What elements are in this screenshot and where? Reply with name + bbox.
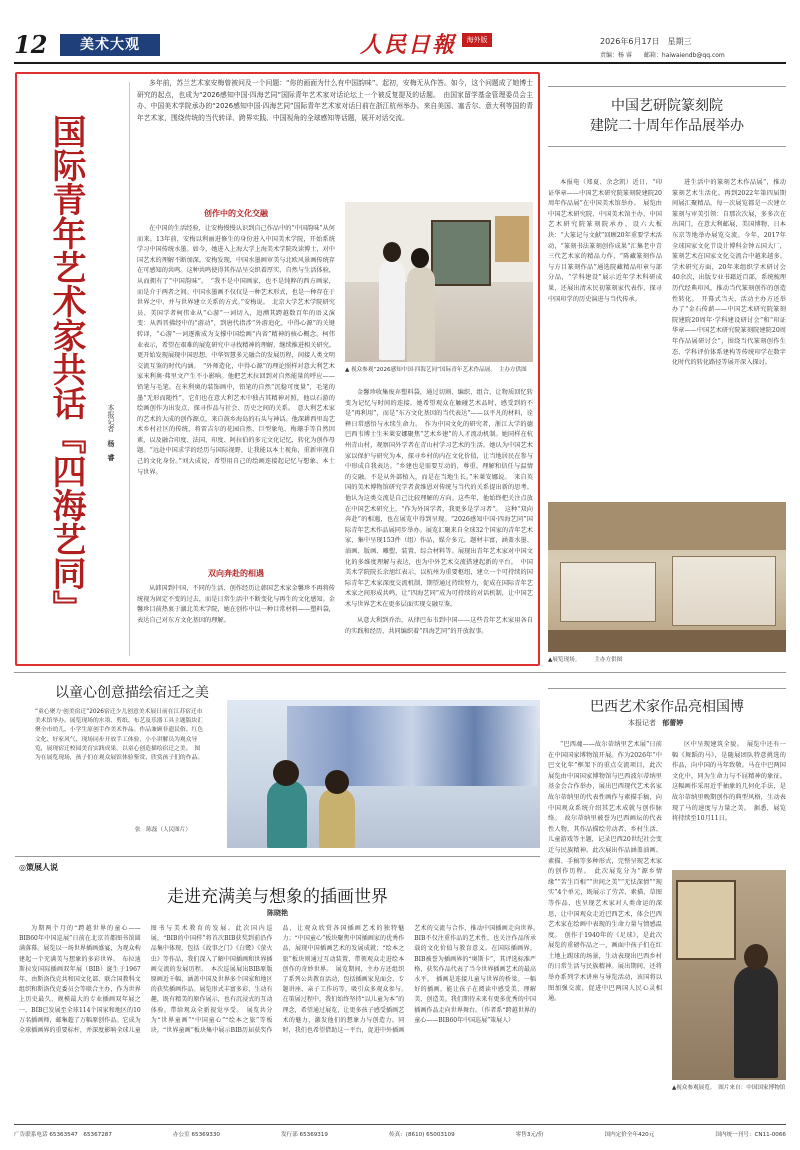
child-figure bbox=[319, 788, 355, 848]
byline-name: 杨 睿 bbox=[107, 440, 115, 462]
footer-retail-price: 零售3元/份 bbox=[515, 1131, 544, 1138]
suqian-caption: “童心聚力·创美宿迁”2026宿迁少儿创意美术展日前在江苏宿迁市美术馆举办。展览现场的水墨、剪纸、布艺及乐器工具主题版块汇聚全市幼儿、小学生原创手作美术作品。作品兼顾非遗民俗、红色文化、好家风气、现场同步开放手工体验，小小讲解员为观众导览，展现宿迁校园美育实践成果，以童心创造描绘宿迁之美。 图为在展览现场，孩子们在观众展馆体验鉴赏、欣赏孩子们的作品。 bbox=[35, 709, 204, 762]
seal-body-col2: 进生活中的篆刻艺术作品展”，推动篆刻艺术生活化。再到2022年第四届期间展汇聚精品，每一次展览都是一次建立篆刻与审美引领：自那次次展，多多次在出国门，在意大利邮展，美国博物、日本东京等地举办展览交流。今年，2017年全球国家文化节设计博科金钟五国大厂，篆刻艺术在国家文化交流合中越来越多。学术研究方面，20年来组织学术研讨会40余次，出版专业书籍近百部，系统梳理历代经典印风，推动当代篆刻创作的创造性转化。 开幕式当天，活动主办方还举办了“金石传薪——中国艺术研究院篆刻院建院20周年·学科建设研讨会”和“印证华章——中国艺术研究院篆刻院建院20周年作品展研讨会”，围绕当代篆刻创作生态、学科评价体系建构等传统印学在数字化时代的转化路径等展开深入探讨。 bbox=[672, 179, 786, 367]
brazil-title: 巴西艺术家作品亮相国博 bbox=[590, 699, 744, 715]
footer-ad-phone: 广告联系电话 65363547 65367287 bbox=[14, 1131, 112, 1138]
artwork-display bbox=[287, 706, 537, 786]
seal-body-col1: 本报电（郑夏、余念凯）近日，“印证华章——中国艺术研究院篆刻院建院20周年作品展”在中国美术馆举办。 展览由中国艺术研究院、中国美术馆主办，中国艺术研究院篆刻院承办，设六大板块：“大篆记与文献”回顾20年重要学术活动，“篆刻书法篆刻创作成果”汇集老中青三代艺术家的精品力作，“陈藏篆刻作品与方目篆刻作品”通选院藏精品印章与部分品，“学科建设”展示近年学术科研成果，还展出清末民初篆刻家代表作，探寻中国印学的历史演进与当代传承。 bbox=[548, 179, 662, 303]
brazil-col2: 区中呈现建筑全貌。 展览中还有一幅《舞蹈的马》，是随展团队特意挑选的作品，向中国的马年致敬。马在中巴两国文化中，同为生命力与不屈精神的象征。这幅画作采用近乎抽象的几何化手法，是故尔蒂纳里晚期创作的典型风格，生动表现了马的速度与力量之美。 据悉，展览将持续至10月11日。 bbox=[672, 741, 786, 823]
artwork-frame bbox=[495, 216, 529, 262]
seal-carving-article bbox=[548, 72, 786, 670]
lead-intro: 多年前，苏兰艺术家安梅曾被问及一个问题：“你的画面为什么有中国韵味”。起初，安梅无从作答。如今，这个问题成了她博士研究的起点，也成为“2026感知中国·四海艺同”国际青年艺术家对话论坛上一个被反复提及的话题。 由国家留学基金管理委员会主办、中国美术学院承办的“2026感知中国·四海艺同”国际青年艺术家对话日前在浙江杭州举办。来自美国、塞舌尔、意大利等国的青年艺术家，围绕传统的当代转译、跨界实践、中国视角的全球感知等话题，展开对话交流。 bbox=[137, 79, 533, 122]
column-tag: ◎策展人说 bbox=[19, 863, 58, 872]
column-title: 走进充满美与想象的插画世界 bbox=[167, 887, 388, 907]
lead-col1b: 从韩国到中国，不同的生活、创作经历让韩国艺术家金馨珍不再将传统视为固定不变的过去，而是日常生活中不断变化与再生的文化感知。金馨珍目前热衷于湖北美术学院，她在创作中以一种目常材料——塑料袋，表达自己对东方文化基因的理解。 bbox=[137, 585, 335, 624]
artwork-frame bbox=[431, 220, 491, 286]
suqian-title: 以童心创意描绘宿迁之美 bbox=[55, 685, 209, 701]
brazil-article bbox=[548, 684, 786, 1120]
seal-title-line1: 中国艺研院篆刻院 bbox=[611, 98, 723, 114]
visitor-figure bbox=[734, 966, 778, 1078]
seal-title-line2: 建院二十周年作品展举办 bbox=[590, 118, 744, 134]
suqian-feature bbox=[15, 680, 540, 850]
footer-bar bbox=[14, 1124, 786, 1142]
issue-date: 2026年6月17日 星期三 bbox=[600, 37, 692, 46]
brazil-photo bbox=[672, 870, 786, 1080]
lead-article bbox=[15, 72, 540, 666]
visitor-figure bbox=[379, 260, 405, 360]
seal-exhibition-photo bbox=[548, 502, 786, 652]
seal-photo-caption: ▲展览现场。 主办方供图 bbox=[548, 657, 623, 663]
brazil-col1: “巴西魂——故尔蒂纳里艺术展”日前在中国国家博物馆开展。作为2026年“中巴文化年”框架下的重点交流项目，此次展览由中国国家博物馆与巴西波尔蒂纳里基金会合作举办，展出巴西现代艺术名家故尔蒂纳里的代表性画作与素描手稿，向中国观众系统介绍其艺术成就与创作脉络。 故尔蒂纳里被誉为巴西画坛的代表性人物，其作品描绘劳动者、乡村生活、儿童游戏等主题，记录巴西20世纪社会变迁与民族精神。此次展出作品涵盖油画、素描、手稿等多种形式，完整呈现艺术家的创作历程。 此次展览分为“源乡情缘”“苦生百相”“世间之美”“无怯深情”“现实”4个单元，既展示了劳苦、素描、草图等作品，也呈现艺术家对人类命运的深思，让中国观众走近巴西艺术，体会巴西艺术家在绘画中表现的生命力量与情感温度。 创作于1940年的《足球》，是此次展览的重磅作品之一，画面中孩子们在红土地上踢球的场景，生动表现出巴西乡村的日常生活与民族精神。展出期间，还将举办系列学术讲座与导览活动，该国将以图加强交流，促进中巴两国人民心灵相通。 bbox=[548, 741, 662, 1003]
paper-logo: 人民日報 bbox=[360, 32, 457, 58]
byline-name: 郁蕾婷 bbox=[662, 719, 684, 727]
suqian-credit: 张 陈磊（人民图片） bbox=[135, 827, 191, 833]
exhibition-photo bbox=[345, 202, 533, 362]
suqian-photo bbox=[227, 700, 540, 848]
footer-office: 办公室 65369330 bbox=[172, 1131, 220, 1138]
page-number: 12 bbox=[14, 30, 48, 59]
brazil-byline bbox=[628, 718, 683, 728]
footer-issn: 国内统一刊号：CN11-0066 bbox=[715, 1131, 786, 1138]
edition-tag: 海外版 bbox=[462, 33, 492, 47]
painting-frame bbox=[676, 880, 736, 960]
section-badge: 美术大观 bbox=[60, 34, 160, 56]
seal-title bbox=[548, 96, 786, 136]
display-case bbox=[560, 562, 656, 622]
lead-subhead-2: 双向奔赴的相遇 bbox=[208, 569, 264, 578]
byline-label: 本报记者 bbox=[107, 404, 115, 432]
brazil-photo-caption: ▲视众参观展览。 图片来自：中国国家博物馆 bbox=[672, 1085, 786, 1091]
editor-info: 责编：杨 睿 邮箱：haiwaiendb@qq.com bbox=[600, 52, 725, 59]
lead-col2b: 从意大利到乔治，从律巴布韦到中国——这些青年艺术家用各自的实践和经历，共同编织着“四海艺同”的开放叙事。 bbox=[345, 617, 533, 635]
byline-label: 本报记者 bbox=[628, 719, 656, 727]
footer-annual-price: 国内定价全年420元 bbox=[604, 1131, 655, 1138]
lead-col1: 在中国的生活经验，让安梅慢慢认识到自己作品中的“中国韵味”从何而来。13年前，安梅以利丽进修生的身份进入中国美术学院，开始系统学习中国传统水墨。如今，她进入上海大学上海美术学院攻读博士，对中国艺术的理解不断加深。安梅发现，中国水墨画审美与北欧风景画传统存在可感知的共鸣。这种共鸣使得其作品呈交织着厚实、自然与生活体验，从而拥有了“中国韵味”。 “我不是中国画家，也不是纯粹的西方画家，而是介于两者之间。中国水墨画不仅仅是一种艺术形式，也是一种存在于世界之中、并与世界建立关系的方式。”安梅说。 北京大学艺术学院研究员、美国学者柯伟业从“心游”一词切入，追溯其跨越数百年的语义演变：从西晋佛经中的“游动”，到唐代指涉“外游追化，中得心源”的关键转译，“心游”一词逐渐成为支撑中国绘画“内省”精神的核心概念。柯伟业表示，希望在艰难的展览研究中寻找精神的理解，继续推进相关研究。更开始发现展现中国思想，中华智慧多元融合的发展历程，间接人类文明交流互鉴的时代内涵。 “外师造化，中得心源”的理论照样对意大利艺术家米利奥·弗里文产生不小影响。他把艺术拉回到对自然能量的呼应——铅笔与毛笔。在米利奥的装饰画中，铅笔的自然“沉稳可度量”，毛笔的墨“无形而随性”，它们也在意大利艺术中独占其精神对照，他以石游的绘画创作为出发点，探寻作品与社会、历史之间的关系。 意大利艺术家的艺术的大成的创作源点，来自鼓乡海岛的石头与神话。他深耕西里岛艺术乡村社区的传统，将雷吉尔的花园自然、巨型象龟、梅珊手等自然因素，以及融合印度、法国、印度、阿拉伯的多元文化记忆，转化为创作母题。“远赴中国求学的经历与国际视野，让我能以本土视角，重新审视自己的文化身份。”刘大成说，希望用自己的绘画连接起记忆与想象、本土与世界。 bbox=[137, 225, 335, 476]
column-author: 陈晓艳 bbox=[267, 909, 288, 917]
visitor-figure bbox=[407, 266, 435, 362]
masthead bbox=[0, 0, 800, 66]
display-case bbox=[672, 556, 776, 626]
lead-title: 国际青年艺术家共话『四海艺同』 bbox=[46, 114, 86, 624]
lead-byline bbox=[101, 404, 115, 461]
footer-fax: 传真：(8610) 65003109 bbox=[389, 1131, 455, 1138]
curator-column bbox=[15, 856, 543, 1118]
lead-subhead-1: 创作中的文化交融 bbox=[204, 209, 268, 218]
footer-distribution: 发行部 65369319 bbox=[280, 1131, 328, 1138]
masthead-rule bbox=[14, 62, 786, 64]
child-figure bbox=[267, 780, 307, 848]
column-body: 为期两个月的“跨越世界的童心——BIB60年中国巡展”日前在北京首都图书馆圆满落幕。展览以一场世界插画盛宴，为观众构建起一个充满美与想象的多彩世界。 布拉迪斯拉发国际插画双年展（BIB）诞生于1967年，由斯洛伐克共和国文化部、联合国教科文组织和斯洛伐克委员会等联合主办，作为世界上历史最久、规模最大的专业插画双年展之一，BIB已发展至全球114个国家和地区的10万名插画师，邮集超了万幅原创作品。它成为全球插画界的重要标杆，并深度影响全球儿童图书与美术教育的发展。此次国内巡展，“BIB的中国样”将首次BIB获奖到前沿作品集中体现，包括《故事之门》《白鹭》《萤火虫》等作品，我们深入了解中国插画和世界插画交流的发展历程。 本次巡展展出BIB原版原画近千幅，涵盖中国及世界多个国家和地区的获奖插画作品。展览形式丰富多彩、生动有趣，既有精美的原作展示，也有沉浸式的互动体验，带给观众全新视觉享受。 展览共分为“世界童画”“中国童心”“绘本之旅”等板块。“世界童画”板块集中展示BIB历届获奖作品，让观众欣赏各国插画艺术的独特魅力；“中国童心”板块聚焦中国插画家的优秀作品，展现中国插画艺术的发展成就；“绘本之旅”板块则通过互动装置，带领观众走进绘本创作的奇妙世界。 展览期间，主办方还组织了系列公共教育活动，包括插画家见面会、专题讲座、亲子工作坊等，吸引众多观众参与。 在策展过程中，我们始终坚持“以儿童为本”的理念，希望通过展览，让更多孩子感受插画艺术的魅力，激发他们的想象力与创造力。同时，我们也希望借助这一平台，促进中外插画艺术的交流与合作，推动中国插画走向世界。 BIB不仅注重作品的艺术性，也关注作品所承载的文化价值与教育意义。在国际插画界，BIB被誉为插画界的“奥斯卡”，其评选标准严格，获奖作品代表了当今世界插画艺术的最高水平。 插画是连接儿童与世界的桥梁。一幅好的插画，能让孩子在阅读中感受美、理解美、创造美。我们期待未来有更多优秀的中国插画作品走向世界舞台。（作者系“跨越世界的童心——BIB60年中国巡展”策展人） bbox=[19, 925, 543, 1035]
exhibition-photo-caption: ▲ 视众参观“2026感知中国·四海艺同”国际青年艺术作品展。 主办方供图 bbox=[345, 367, 527, 373]
lead-col2: 金馨珍收集废弃塑料袋，通过切割、编织、组合，让物质回忆转变为记忆与时间的连接。她希望观众在触碰艺术品时，感受到的不是“再利用”，而是“东方文化基因的当代表达”——以平凡的材料，诠释日常感悟与永续生命力。 作为中国文化的研究者，浙江大学的德巴西韦博士生米莱安娜聚焦“艺术乡建”的人才流动机制。她同样在杭州青山村，观察国外学者在青山村学习艺术的生活。她认为中国艺术家以保护与研究为本，探寻乡村的内在文化价值，让当地居民在参与中形成自我表达。“乡建也是需要互动的，尊重、理解和信任与温情的交融。不是从外部植入，而是在当地生长。”米莱安娜说。 来自英国的美术博物馆研究学者黄维恩对传统与当代的关系提出新的思考。他认为这类交流是自己比较理解的方向。这些年，他始终把关注点放在中国艺术研究上，“作为外国学者，我更多是学习者”。 这种“双向奔赴”的相遇，也在展览中得到呈现。“2026感知中国·四海艺同”国际青年艺术作品展同步举办。展览汇聚来自全球32个国家的青年艺术家，集中呈现153件（组）作品，媒介多元，题材丰富，涵盖水墨、油画、版画、雕塑、装置、综合材料等。展现出青年艺术家对中国文化的多维度理解与表达，也为中外艺术交流搭建起新的平台。 中国美术学院院长余旭红表示，以杭州为重要枢纽，建立一个可持续的国际青年艺术家深度交流机制，期望通过持续努力，促成在国际青年艺术家之间形成共鸣，让“四海艺同”成为可持续的对话机制，让中国艺术与世界艺术在更多层面实现交融互鉴。 bbox=[345, 389, 533, 608]
